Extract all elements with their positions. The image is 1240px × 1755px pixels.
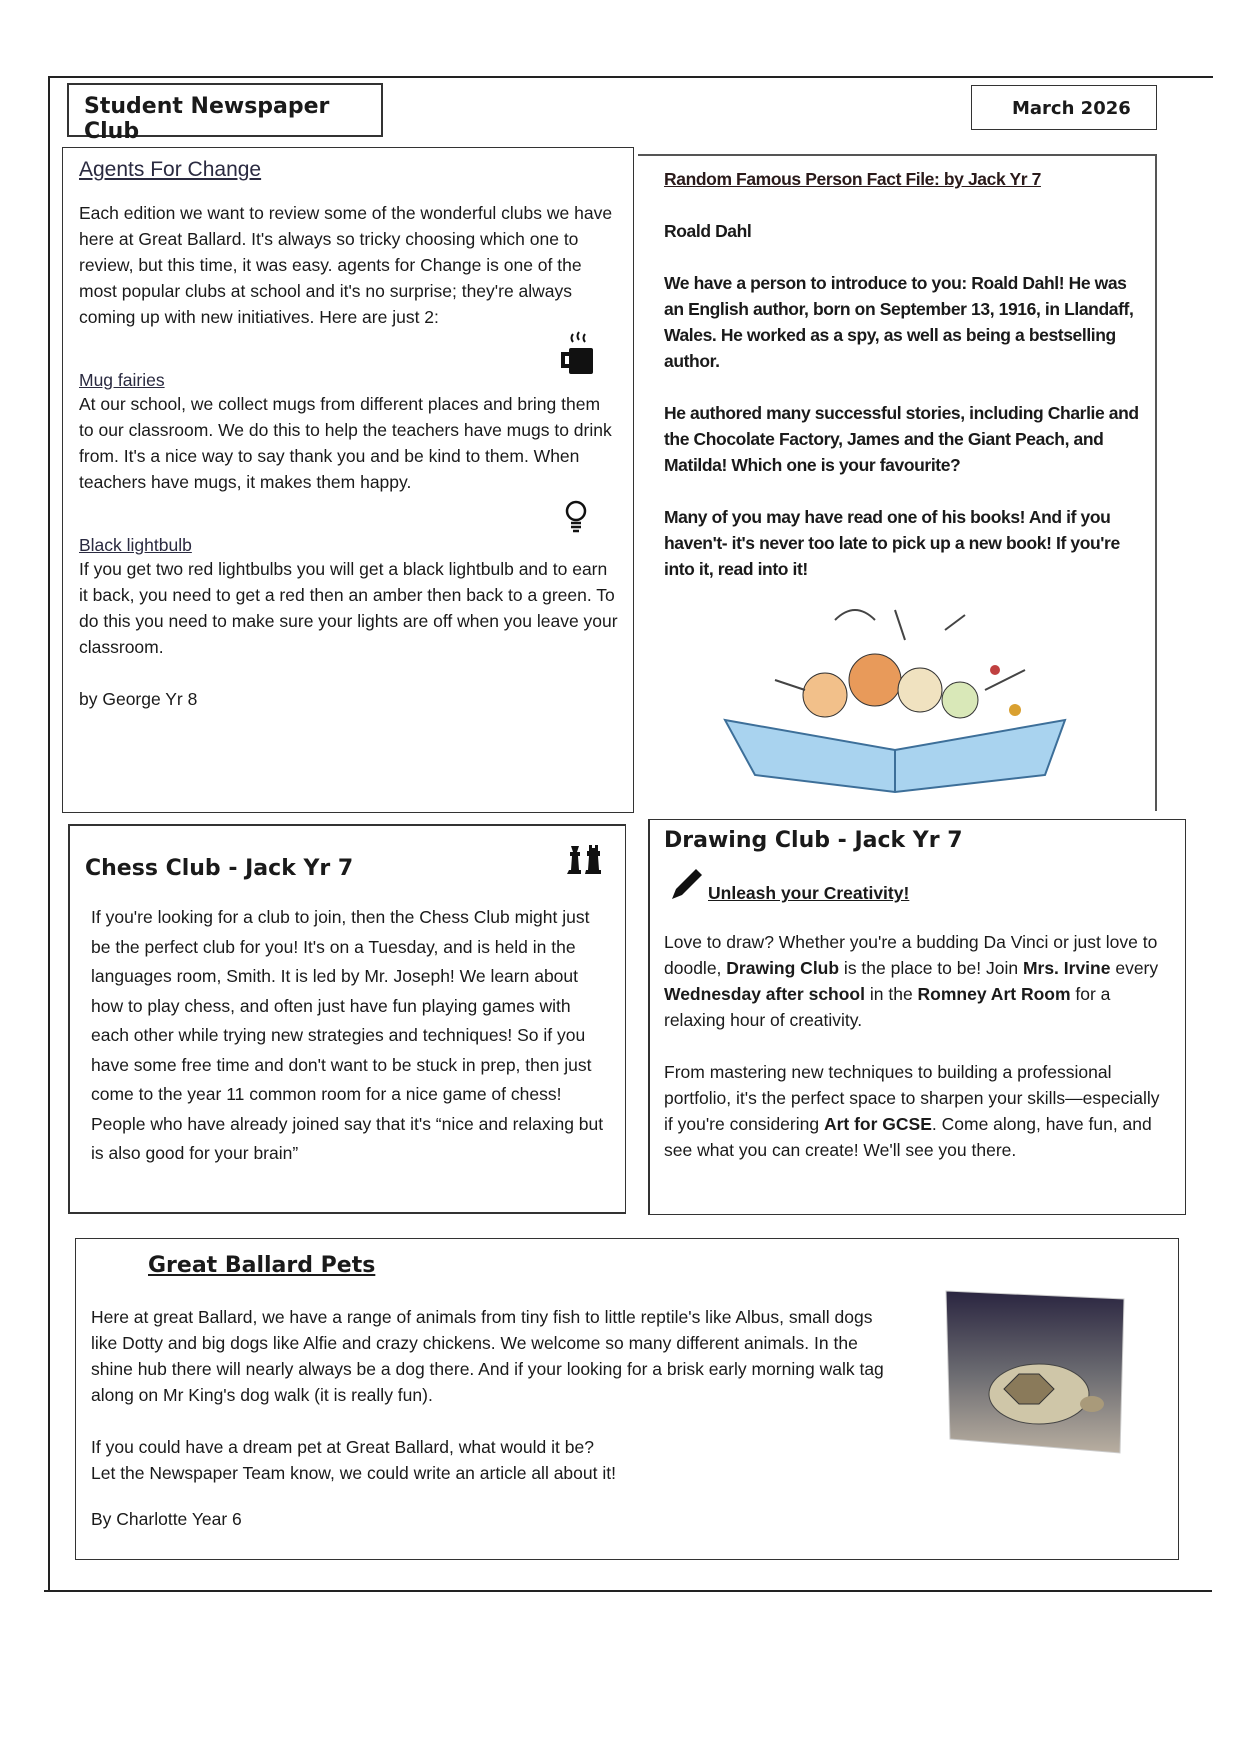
text: . Come along, have fun, and see what you can create! We'll see you there. bbox=[664, 1114, 1152, 1160]
top-rule bbox=[48, 76, 1213, 78]
chess-club-article bbox=[68, 824, 626, 1214]
article-heading: Chess Club - Jack Yr 7 bbox=[85, 856, 354, 881]
pets-call-to-action: Let the Newspaper Team know, we could write an article all about it! bbox=[91, 1463, 616, 1483]
meeting-room: Romney Art Room bbox=[917, 984, 1071, 1004]
text: From mastering new techniques to building a professional portfolio, it's the perfect space to sharpen your skills—especially if you're considering bbox=[664, 1062, 1160, 1134]
newspaper-title: Student Newspaper Club bbox=[84, 94, 330, 144]
fact-paragraph: He authored many successful stories, including Charlie and the Chocolate Factory, James and the Giant Peach, and Matilda! Which one is your favourite? bbox=[664, 403, 1139, 475]
fact-paragraph: Many of you may have read one of his books! And if you haven't- it's never too late to pick up a new book! If you're into it, read into it! bbox=[664, 507, 1120, 579]
fact-paragraph: We have a person to introduce to you: Roald Dahl! He was an English author, born on September 13, 1916, in Llandaff, Wales. He worked as a spy, as well as being a bestselling author. bbox=[664, 273, 1134, 371]
person-name: Roald Dahl bbox=[664, 221, 752, 241]
teacher-name: Mrs. Irvine bbox=[1022, 958, 1111, 978]
item-text: If you get two red lightbulbs you will get a black lightbulb and to earn it back, you need to get a red then an amber then back to a green. To do this you need to make sure your lights are off when you leave your classroom. bbox=[79, 559, 618, 657]
article-byline: By Charlotte Year 6 bbox=[91, 1509, 242, 1529]
item-title: Mug fairies bbox=[79, 370, 165, 390]
tagline-row bbox=[664, 865, 1171, 905]
lightbulb-icon bbox=[563, 499, 589, 535]
article-text: If you're looking for a club to join, then the Chess Club might just be the perfect club for you! It's on a Tuesday, and is held in the languages room, Smith. It is led by Mr. Joseph! We learn about how to play chess, and often just have fun playing games with each other while trying new strategies and techniques! So if you have some free time and don't want to be stuck in prep, then just come to the year 11 common room for a nice game of chess! People who have already joined say that it's “nice and relaxing but is also good for your brain” bbox=[91, 907, 604, 1163]
open-book-illustration bbox=[715, 600, 1080, 795]
text: is the place to be! Join bbox=[839, 958, 1023, 978]
article-heading: Drawing Club - Jack Yr 7 bbox=[664, 828, 963, 853]
newspaper-title-box bbox=[67, 83, 383, 144]
article-heading: Random Famous Person Fact File: by Jack Yr 7 bbox=[664, 169, 1041, 189]
club-name: Drawing Club bbox=[726, 958, 840, 978]
pencil-icon bbox=[666, 865, 706, 905]
meeting-time: Wednesday after school bbox=[664, 984, 865, 1004]
gcse-subject: Art for GCSE bbox=[823, 1114, 932, 1134]
article-byline: by George Yr 8 bbox=[79, 689, 198, 709]
bottom-rule bbox=[44, 1590, 1212, 1592]
agents-item-black-lightbulb bbox=[79, 535, 619, 660]
agents-for-change-article bbox=[62, 147, 634, 813]
left-rule bbox=[48, 76, 50, 1591]
text: in the bbox=[865, 984, 918, 1004]
tortoise-photo bbox=[944, 1289, 1126, 1455]
drawing-paragraph-2 bbox=[664, 1059, 1171, 1163]
item-title: Black lightbulb bbox=[79, 535, 192, 555]
text: Love to draw? Whether you're a budding Da Vinci or just love to doodle, bbox=[664, 932, 1158, 978]
text: for a relaxing hour of creativity. bbox=[664, 984, 1111, 1030]
article-heading: Agents For Change bbox=[79, 158, 262, 181]
drawing-club-article bbox=[648, 819, 1186, 1215]
text: every bbox=[1110, 958, 1159, 978]
mug-icon bbox=[557, 330, 597, 378]
pets-paragraph: Here at great Ballard, we have a range of animals from tiny fish to little reptile's like Albus, small dogs like Dotty and big dogs like Alfie and crazy chickens. We welcome so many different animals. In the shine hub there will nearly always be a dog there. And if your looking for a brisk early morning walk tag along on Mr King's dog walk (it is really fun). bbox=[91, 1307, 884, 1405]
pets-question: If you could have a dream pet at Great Ballard, what would it be? bbox=[91, 1437, 594, 1457]
agents-item-mug-fairies bbox=[79, 370, 619, 495]
issue-date: March 2026 bbox=[1012, 98, 1131, 119]
tagline: Unleash your Creativity! bbox=[708, 883, 910, 903]
item-text: At our school, we collect mugs from different places and bring them to our classroom. We do this to help the teachers have mugs to drink from. It's a nice way to say thank you and be kind to them. When teachers have mugs, it makes them happy. bbox=[79, 394, 612, 492]
drawing-paragraph-1 bbox=[664, 929, 1171, 1033]
article-heading: Great Ballard Pets bbox=[148, 1253, 376, 1278]
date-box bbox=[971, 85, 1157, 130]
chess-pieces-icon bbox=[563, 840, 603, 876]
article-intro: Each edition we want to review some of the wonderful clubs we have here at Great Ballard. It's always so tricky choosing which one to review, but this time, it was easy. agents for Change is one of the most popular clubs at school and it's no surprise; they're always coming up with new initiatives. Here are just 2: bbox=[79, 203, 613, 327]
